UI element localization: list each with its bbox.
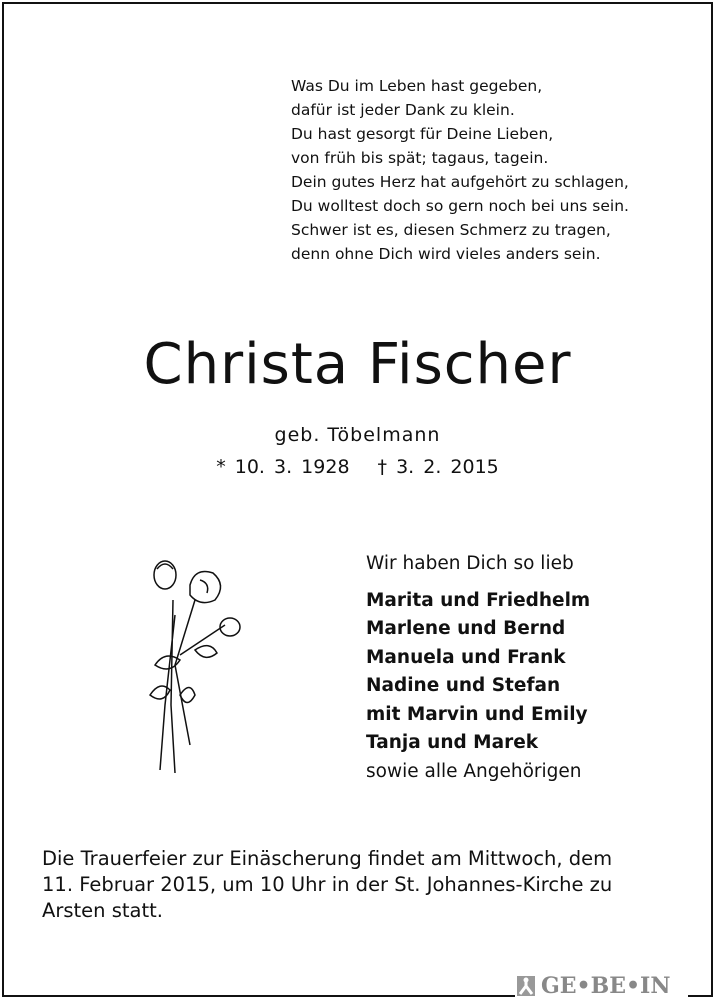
notice-line: 11. Februar 2015, um 10 Uhr in der St. Johannes-Kirche zu: [42, 873, 613, 896]
family-member: Manuela und Frank: [366, 646, 566, 668]
notice-line: Die Trauerfeier zur Einäscherung findet am Mittwoch, dem: [42, 847, 613, 870]
publisher-logo: [517, 973, 670, 999]
poem-line: Schwer ist es, diesen Schmerz zu tragen,: [291, 221, 611, 239]
poem-line: denn ohne Dich wird vieles anders sein.: [291, 245, 601, 263]
border-bottom-right: [688, 995, 711, 997]
death-date: † 3. 2. 2015: [377, 456, 499, 478]
poem-line: von früh bis spät; tagaus, tagein.: [291, 149, 549, 167]
poem: [291, 74, 629, 266]
poem-line: Dein gutes Herz hat aufgehört zu schlagen,: [291, 173, 629, 191]
notice-line: Arsten statt.: [42, 899, 163, 922]
family-member: mit Marvin und Emily: [366, 703, 588, 725]
family-intro: Wir haben Dich so lieb: [366, 553, 574, 574]
birth-name: geb. Töbelmann: [274, 424, 441, 446]
deceased-name: Christa Fischer: [143, 332, 572, 397]
funeral-notice: [42, 846, 692, 924]
poem-line: dafür ist jeder Dank zu klein.: [291, 101, 515, 119]
border-bottom-left: [2, 995, 515, 997]
family-closing: sowie alle Angehörigen: [366, 760, 582, 782]
poem-line: Du wolltest doch so gern noch bei uns sein.: [291, 197, 629, 215]
birth-date: * 10. 3. 1928: [216, 456, 350, 478]
roses-illustration-icon: [135, 555, 245, 775]
family-member: Nadine und Stefan: [366, 675, 561, 696]
poem-line: Du hast gesorgt für Deine Lieben,: [291, 125, 554, 143]
logo-figure-icon: [517, 976, 535, 996]
life-dates: [0, 456, 715, 478]
family-member: Marlene und Bernd: [366, 618, 566, 639]
family-block: [366, 550, 590, 786]
poem-line: Was Du im Leben hast gegeben,: [291, 77, 543, 95]
family-member: Tanja und Marek: [366, 732, 539, 753]
logo-text: GE•BE•IN: [541, 973, 671, 999]
family-member: Marita und Friedhelm: [366, 589, 591, 611]
